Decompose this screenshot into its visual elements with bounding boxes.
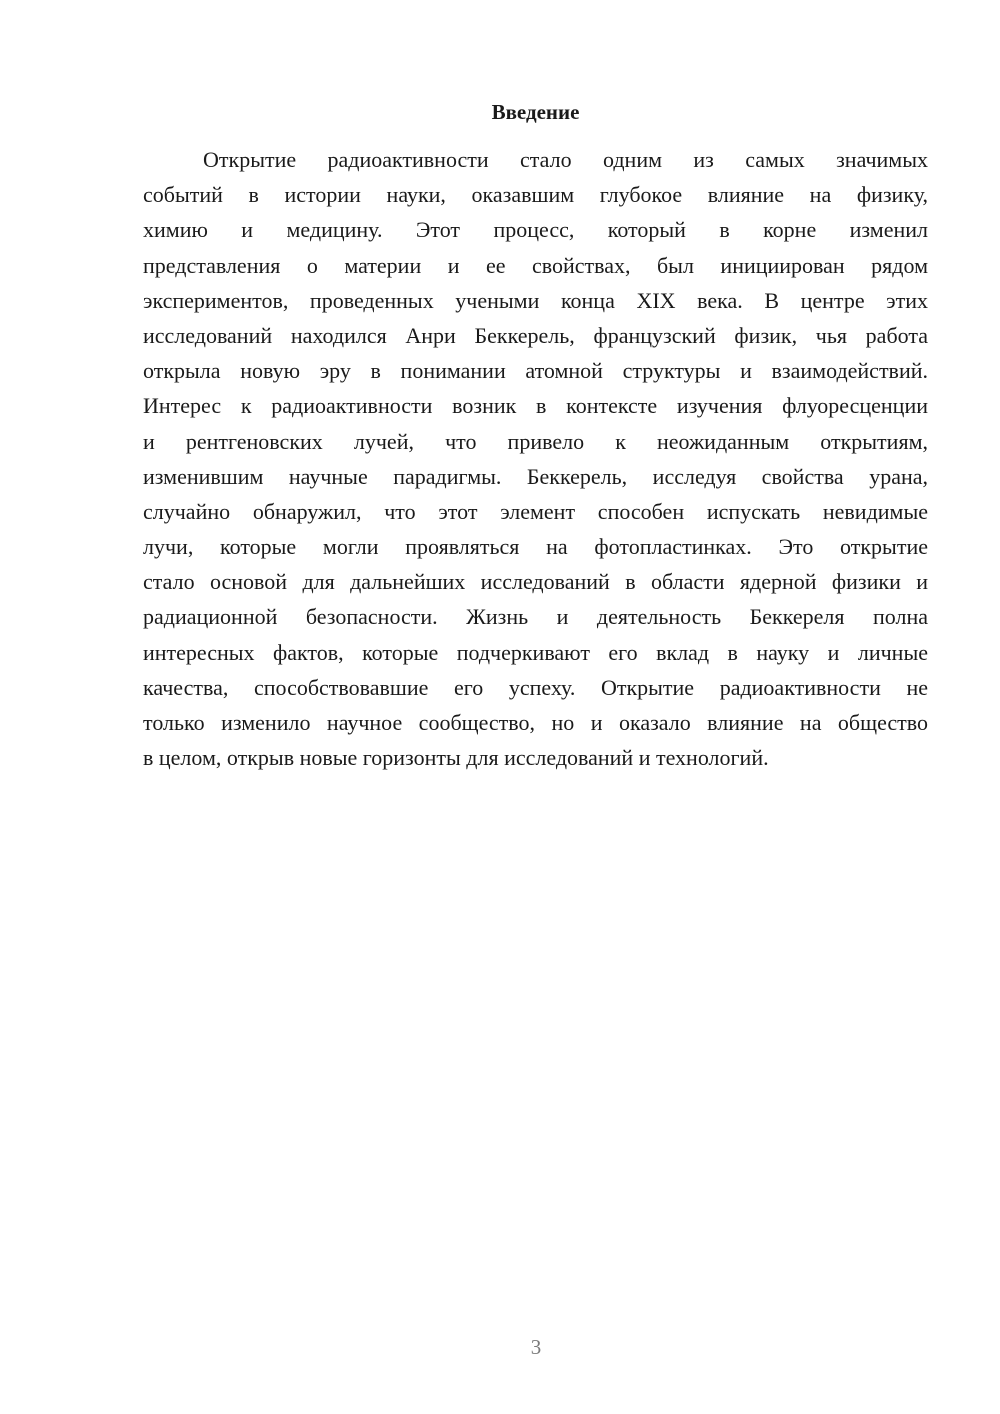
paragraph-line: радиационной безопасности. Жизнь и деятельность Беккереля полна [143, 604, 928, 630]
paragraph-line: только изменило научное сообщество, но и оказало влияние на общество [143, 710, 928, 735]
page-number: 3 [530, 1335, 542, 1359]
paragraph-line: событий в истории науки, оказавшим глубокое влияние на физику, [143, 182, 928, 208]
paragraph-line: представления о материи и ее свойствах, был инициирован рядом [143, 252, 928, 278]
paragraph-line: химию и медицину. Этот процесс, который в корне изменил [143, 217, 928, 243]
introduction-paragraph [143, 142, 928, 775]
paragraph-line: в целом, открыв новые горизонты для исследований и технологий. [143, 745, 769, 771]
paragraph-line: случайно обнаружил, что этот элемент способен испускать невидимые [143, 498, 928, 524]
paragraph-line: стало основой для дальнейших исследований в области ядерной физики и [143, 569, 928, 595]
section-heading: Введение [491, 100, 580, 124]
paragraph-line: исследований находился Анри Беккерель, французский физик, чья работа [143, 322, 928, 348]
paragraph-line: Интерес к радиоактивности возник в контексте изучения флуоресценции [143, 393, 928, 419]
paragraph-line: открыла новую эру в понимании атомной структуры и взаимодействий. [143, 358, 928, 384]
paragraph-line: Открытие радиоактивности стало одним из самых значимых [203, 147, 928, 172]
paragraph-line: лучи, которые могли проявляться на фотопластинках. Это открытие [143, 534, 928, 560]
paragraph-line: экспериментов, проведенных учеными конца XIX века. В центре этих [143, 287, 928, 313]
paragraph-line: качества, способствовавшие его успеху. Открытие радиоактивности не [143, 674, 928, 700]
paragraph-line: изменившим научные парадигмы. Беккерель, исследуя свойства урана, [143, 463, 928, 489]
paragraph-line: интересных фактов, которые подчеркивают его вклад в науку и личные [143, 639, 928, 665]
paragraph-line: и рентгеновских лучей, что привело к неожиданным открытиям, [143, 428, 928, 454]
